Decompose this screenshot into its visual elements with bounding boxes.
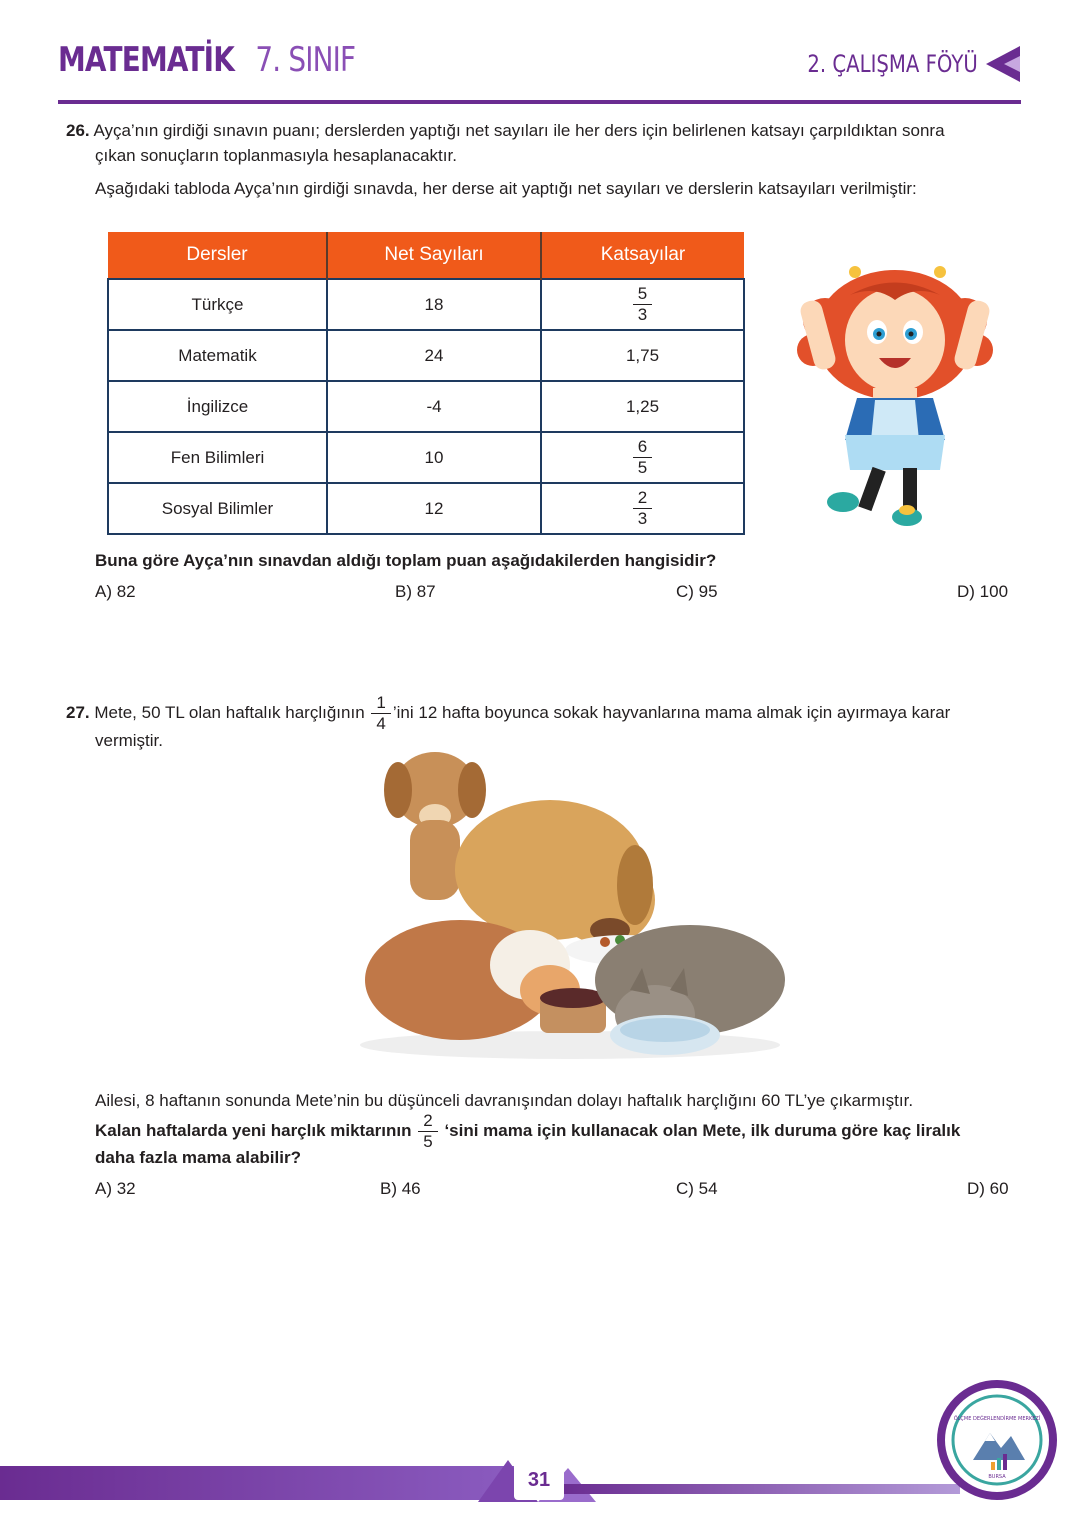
cell-ders: İngilizce [108,381,327,432]
q27-option-a[interactable]: A) 32 [95,1179,136,1198]
denominator: 4 [376,714,386,734]
sheet-title: 2. ÇALIŞMA FÖYÜ [807,50,978,78]
denominator: 3 [637,509,648,528]
page-number: 31 [514,1460,564,1500]
grade-label: 7. SINIF [255,40,356,80]
q26-number: 26. [66,121,90,140]
header-net: Net Sayıları [327,232,541,279]
cell-net: 18 [327,279,541,330]
q27-text-a: Mete, 50 TL olan haftalık harçlığının [94,703,365,722]
header-divider [58,100,1021,104]
q27-option-d[interactable]: D) 60 [967,1179,1009,1198]
numerator: 1 [371,693,390,714]
q26-text-3: Aşağıdaki tabloda Ayça’nın girdiği sınavda, her derse ait yaptığı net sayıları ve derslerin katsayıları verilmiştir: [95,179,917,198]
denominator: 5 [423,1132,433,1152]
fraction [633,488,652,529]
girl-illustration [795,240,995,535]
numerator: 5 [633,284,652,305]
q27-option-c[interactable]: C) 54 [676,1179,718,1198]
numerator: 2 [633,488,652,509]
numerator: 6 [633,437,652,458]
fraction [633,437,652,478]
footer-bar-right [560,1484,960,1494]
q27-option-b[interactable]: B) 46 [380,1179,421,1198]
q27-number: 27. [66,703,90,722]
cell-net: 12 [327,483,541,534]
table-row [108,381,744,432]
subject-title [58,40,355,80]
q26-question: Buna göre Ayça’nın sınavdan aldığı toplam puan aşağıdakilerden hangisidir? [95,551,717,570]
assessment-center-logo [935,1378,1059,1502]
cell-katsayi [541,279,744,330]
numerator: 2 [418,1111,437,1132]
q26-option-a[interactable]: A) 82 [95,582,136,601]
q26-text-1: Ayça’nın girdiği sınavın puanı; derslerden yaptığı net sayıları ile her ders için belirlenen katsayı çarpıldıktan sonra [93,121,945,140]
coefficients-table [107,232,745,535]
fraction [371,693,390,734]
cell-katsayi [541,483,744,534]
back-arrow-icon [984,44,1022,84]
q26-intro [66,118,1026,143]
q26-text-2: çıkan sonuçların toplanmasıyla hesaplanacaktır. [95,146,457,165]
q27-question-b: ‘sini mama için kullanacak olan Mete, ilk duruma göre kaç liralık [444,1121,961,1140]
header-dersler: Dersler [108,232,327,279]
animals-illustration [350,750,790,1060]
cell-ders: Matematik [108,330,327,381]
fraction [633,284,652,325]
logo-text: ÖLÇME DEĞERLENDİRME MERKEZİ [953,1416,1041,1422]
cell-katsayi: 1,25 [541,381,744,432]
q26-option-d[interactable]: D) 100 [957,582,1009,601]
q27-text-d: Ailesi, 8 haftanın sonunda Mete’nin bu düşünceli davranışından dolayı haftalık harçlığını 60 TL’ye çıkarmıştır. [95,1091,914,1110]
table-header-row [108,232,744,279]
q27-question-c: daha fazla mama alabilir? [95,1148,301,1167]
q27-text-c: vermiştir. [95,731,163,750]
cell-net: -4 [327,381,541,432]
cell-katsayi: 1,75 [541,330,744,381]
cell-net: 24 [327,330,541,381]
denominator: 5 [637,458,648,477]
fraction [418,1111,437,1152]
footer-bar [0,1466,520,1500]
logo-city: BURSA [988,1474,1006,1480]
header-katsayi: Katsayılar [541,232,744,279]
cell-ders: Fen Bilimleri [108,432,327,483]
q27-text-b: ’ini 12 hafta boyunca sokak hayvanlarına mama almak için ayırmaya karar [392,703,951,722]
denominator: 3 [637,305,648,324]
table-row [108,432,744,483]
table-row [108,330,744,381]
cell-ders: Sosyal Bilimler [108,483,327,534]
q27-question-a: Kalan haftalarda yeni harçlık miktarının [95,1121,412,1140]
table-row [108,483,744,534]
subject-label: MATEMATİK [58,40,234,80]
q26-option-b[interactable]: B) 87 [395,582,436,601]
q27-intro [66,693,1026,734]
cell-katsayi [541,432,744,483]
cell-net: 10 [327,432,541,483]
cell-ders: Türkçe [108,279,327,330]
q26-option-c[interactable]: C) 95 [676,582,718,601]
table-row [108,279,744,330]
